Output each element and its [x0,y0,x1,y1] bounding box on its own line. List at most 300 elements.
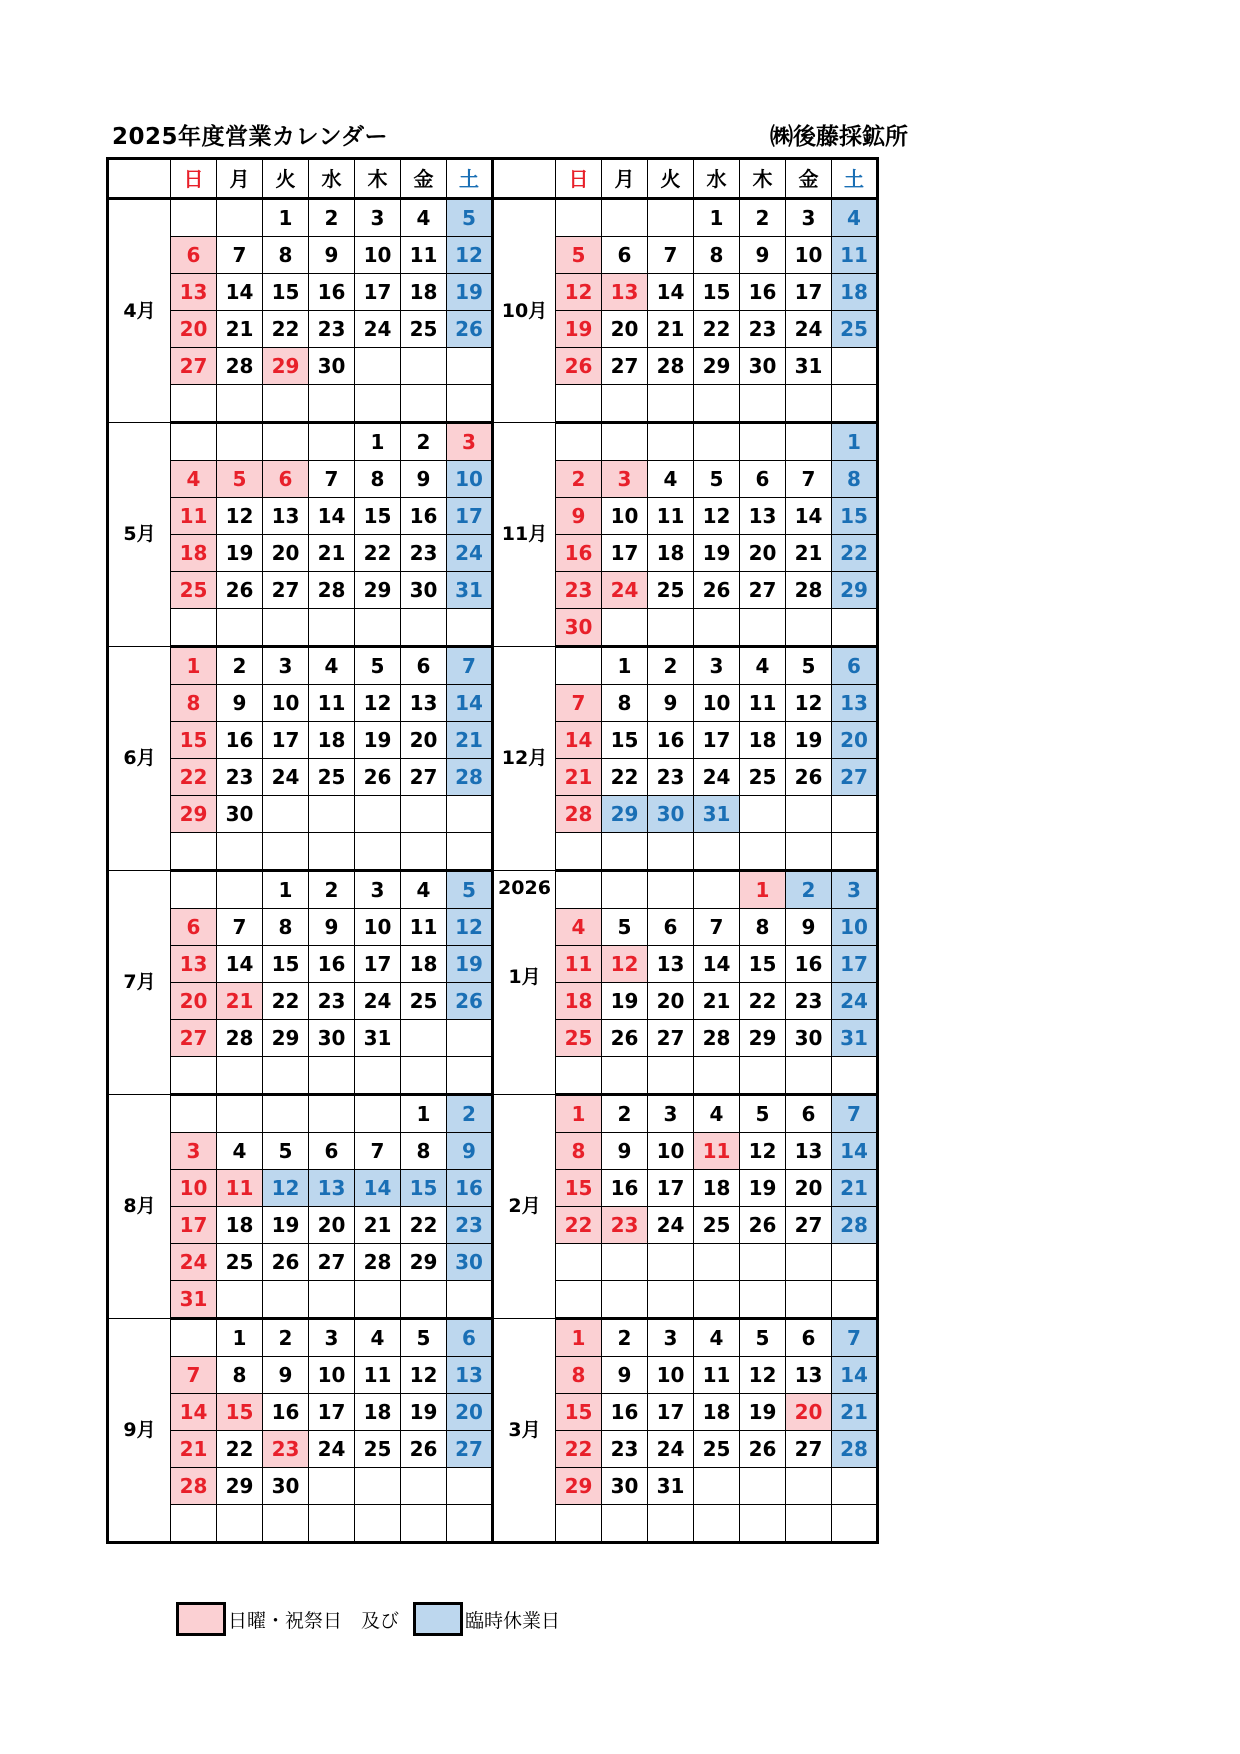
empty-day-cell [355,833,401,871]
day-cell: 31 [832,1020,878,1057]
weekday-header: 土 [832,159,878,199]
day-cell: 12 [217,498,263,535]
day-cell: 21 [694,983,740,1020]
empty-day-cell [740,423,786,461]
day-cell: 6 [740,461,786,498]
day-cell: 16 [556,535,602,572]
day-cell: 14 [832,1357,878,1394]
day-cell: 29 [263,1020,309,1057]
empty-day-cell [401,348,447,385]
day-cell: 4 [401,199,447,237]
day-cell: 6 [786,1319,832,1357]
empty-day-cell [263,1281,309,1319]
empty-day-cell [217,199,263,237]
empty-day-cell [694,385,740,423]
empty-day-cell [556,1057,602,1095]
day-cell: 3 [355,871,401,909]
empty-day-cell [171,385,217,423]
day-cell: 1 [263,871,309,909]
legend-closure-label: 臨時休業日 [465,1609,561,1632]
day-cell: 14 [556,722,602,759]
empty-day-cell [217,1057,263,1095]
empty-day-cell [602,199,648,237]
empty-day-cell [263,609,309,647]
day-cell: 13 [171,274,217,311]
day-cell: 14 [309,498,355,535]
day-cell: 12 [786,685,832,722]
day-cell: 11 [171,498,217,535]
month-name: 2月 [508,1195,541,1217]
day-cell: 2 [740,199,786,237]
day-cell: 19 [740,1394,786,1431]
day-cell: 11 [556,946,602,983]
day-cell: 1 [217,1319,263,1357]
day-cell: 7 [694,909,740,946]
day-cell: 26 [602,1020,648,1057]
empty-day-cell [602,385,648,423]
empty-day-cell [401,1468,447,1505]
month-name: 4月 [123,299,156,322]
weekday-header-row [108,159,878,199]
empty-day-cell [447,1468,493,1505]
empty-day-cell [694,1057,740,1095]
year-label: 2026 [498,877,551,899]
day-cell: 8 [556,1357,602,1394]
empty-day-cell [786,1505,832,1543]
day-cell: 8 [832,461,878,498]
day-cell: 3 [648,1095,694,1133]
day-cell: 4 [694,1095,740,1133]
day-cell: 28 [217,348,263,385]
day-cell: 5 [447,199,493,237]
day-cell: 10 [355,909,401,946]
day-cell: 6 [648,909,694,946]
day-cell: 10 [602,498,648,535]
day-cell: 20 [171,983,217,1020]
day-cell: 30 [401,572,447,609]
empty-day-cell [447,1057,493,1095]
empty-day-cell [355,348,401,385]
day-cell: 1 [355,423,401,461]
empty-day-cell [740,1244,786,1281]
empty-day-cell [309,609,355,647]
empty-day-cell [832,609,878,647]
day-cell: 12 [740,1133,786,1170]
weekday-header: 日 [556,159,602,199]
calendar-week-row [108,423,878,461]
empty-day-cell [401,1020,447,1057]
empty-day-cell [355,385,401,423]
day-cell: 24 [447,535,493,572]
day-cell: 10 [648,1133,694,1170]
day-cell: 7 [309,461,355,498]
day-cell: 29 [217,1468,263,1505]
day-cell: 25 [694,1431,740,1468]
day-cell: 25 [217,1244,263,1281]
empty-day-cell [786,796,832,833]
day-cell: 26 [740,1207,786,1244]
day-cell: 8 [401,1133,447,1170]
day-cell: 12 [694,498,740,535]
empty-day-cell [648,1057,694,1095]
day-cell: 18 [832,274,878,311]
day-cell: 25 [556,1020,602,1057]
day-cell: 21 [217,983,263,1020]
empty-day-cell [556,1505,602,1543]
day-cell: 28 [171,1468,217,1505]
month-name: 1月 [508,966,541,988]
day-cell: 4 [355,1319,401,1357]
month-header-blank [108,159,171,199]
empty-day-cell [602,871,648,909]
empty-day-cell [401,1281,447,1319]
day-cell: 27 [171,1020,217,1057]
empty-day-cell [447,348,493,385]
day-cell: 10 [171,1170,217,1207]
day-cell: 15 [263,946,309,983]
day-cell: 11 [217,1170,263,1207]
day-cell: 4 [556,909,602,946]
day-cell: 16 [263,1394,309,1431]
legend-holiday-label: 日曜・祝祭日 及び [228,1609,400,1632]
empty-day-cell [447,833,493,871]
day-cell: 16 [309,946,355,983]
empty-day-cell [556,871,602,909]
day-cell: 23 [309,311,355,348]
day-cell: 28 [786,572,832,609]
day-cell: 19 [447,274,493,311]
day-cell: 30 [309,348,355,385]
day-cell: 11 [355,1357,401,1394]
day-cell: 14 [832,1133,878,1170]
empty-day-cell [263,423,309,461]
day-cell: 8 [217,1357,263,1394]
day-cell: 7 [832,1319,878,1357]
empty-day-cell [401,1505,447,1543]
day-cell: 22 [832,535,878,572]
day-cell: 3 [355,199,401,237]
day-cell: 30 [217,796,263,833]
day-cell: 28 [832,1431,878,1468]
empty-day-cell [355,609,401,647]
day-cell: 19 [401,1394,447,1431]
day-cell: 25 [401,311,447,348]
day-cell: 18 [401,274,447,311]
day-cell: 2 [602,1319,648,1357]
day-cell: 8 [355,461,401,498]
day-cell: 3 [786,199,832,237]
empty-day-cell [832,1505,878,1543]
day-cell: 17 [648,1394,694,1431]
day-cell: 25 [832,311,878,348]
empty-day-cell [694,1281,740,1319]
day-cell: 20 [171,311,217,348]
weekday-header: 月 [217,159,263,199]
business-calendar-table [106,157,879,1544]
day-cell: 14 [648,274,694,311]
day-cell: 3 [648,1319,694,1357]
day-cell: 13 [447,1357,493,1394]
day-cell: 8 [602,685,648,722]
day-cell: 24 [355,983,401,1020]
day-cell: 5 [602,909,648,946]
day-cell: 3 [832,871,878,909]
empty-day-cell [309,833,355,871]
day-cell: 24 [263,759,309,796]
day-cell: 24 [648,1431,694,1468]
day-cell: 3 [694,647,740,685]
day-cell: 14 [355,1170,401,1207]
empty-day-cell [355,1505,401,1543]
day-cell: 23 [401,535,447,572]
day-cell: 20 [401,722,447,759]
day-cell: 6 [171,237,217,274]
day-cell: 6 [832,647,878,685]
empty-day-cell [786,1468,832,1505]
day-cell: 30 [447,1244,493,1281]
month-label [493,423,556,647]
empty-day-cell [786,609,832,647]
day-cell: 12 [401,1357,447,1394]
day-cell: 26 [694,572,740,609]
day-cell: 15 [401,1170,447,1207]
empty-day-cell [447,1281,493,1319]
empty-day-cell [556,199,602,237]
day-cell: 8 [740,909,786,946]
day-cell: 18 [740,722,786,759]
day-cell: 23 [263,1431,309,1468]
day-cell: 9 [309,237,355,274]
weekday-header: 水 [309,159,355,199]
empty-day-cell [740,1468,786,1505]
day-cell: 19 [217,535,263,572]
empty-day-cell [447,1505,493,1543]
day-cell: 15 [556,1394,602,1431]
empty-day-cell [447,609,493,647]
empty-day-cell [740,1281,786,1319]
day-cell: 20 [740,535,786,572]
day-cell: 17 [648,1170,694,1207]
day-cell: 1 [602,647,648,685]
empty-day-cell [648,199,694,237]
empty-day-cell [309,1281,355,1319]
day-cell: 12 [263,1170,309,1207]
day-cell: 24 [355,311,401,348]
day-cell: 31 [786,348,832,385]
day-cell: 15 [556,1170,602,1207]
weekday-header: 月 [602,159,648,199]
empty-day-cell [309,423,355,461]
day-cell: 26 [263,1244,309,1281]
day-cell: 25 [694,1207,740,1244]
day-cell: 20 [309,1207,355,1244]
day-cell: 9 [217,685,263,722]
day-cell: 28 [648,348,694,385]
empty-day-cell [556,1281,602,1319]
day-cell: 1 [694,199,740,237]
day-cell: 19 [447,946,493,983]
day-cell: 16 [648,722,694,759]
empty-day-cell [740,1505,786,1543]
empty-day-cell [263,1095,309,1133]
day-cell: 26 [447,983,493,1020]
empty-day-cell [648,833,694,871]
month-header-blank [493,159,556,199]
day-cell: 5 [447,871,493,909]
day-cell: 2 [602,1095,648,1133]
day-cell: 9 [447,1133,493,1170]
day-cell: 27 [602,348,648,385]
day-cell: 5 [355,647,401,685]
empty-day-cell [832,833,878,871]
day-cell: 4 [309,647,355,685]
empty-day-cell [217,385,263,423]
empty-day-cell [263,833,309,871]
empty-day-cell [832,1057,878,1095]
day-cell: 16 [786,946,832,983]
day-cell: 6 [171,909,217,946]
day-cell: 14 [217,946,263,983]
day-cell: 6 [401,647,447,685]
day-cell: 22 [740,983,786,1020]
empty-day-cell [263,1505,309,1543]
empty-day-cell [217,833,263,871]
day-cell: 9 [602,1357,648,1394]
day-cell: 27 [832,759,878,796]
empty-day-cell [355,796,401,833]
empty-day-cell [602,1505,648,1543]
month-label [493,647,556,871]
calendar-week-row [108,1319,878,1357]
day-cell: 14 [447,685,493,722]
day-cell: 2 [401,423,447,461]
day-cell: 10 [832,909,878,946]
day-cell: 8 [171,685,217,722]
day-cell: 1 [556,1095,602,1133]
empty-day-cell [355,1281,401,1319]
calendar-week-row [108,199,878,237]
day-cell: 14 [694,946,740,983]
empty-day-cell [556,833,602,871]
empty-day-cell [171,1057,217,1095]
day-cell: 13 [309,1170,355,1207]
day-cell: 13 [602,274,648,311]
day-cell: 13 [171,946,217,983]
day-cell: 1 [401,1095,447,1133]
empty-day-cell [401,796,447,833]
closure-swatch [413,1602,463,1636]
day-cell: 5 [694,461,740,498]
day-cell: 21 [447,722,493,759]
empty-day-cell [556,385,602,423]
day-cell: 4 [832,199,878,237]
empty-day-cell [171,833,217,871]
day-cell: 30 [309,1020,355,1057]
day-cell: 21 [786,535,832,572]
empty-day-cell [556,423,602,461]
day-cell: 29 [171,796,217,833]
day-cell: 9 [309,909,355,946]
day-cell: 25 [171,572,217,609]
day-cell: 8 [263,237,309,274]
day-cell: 2 [309,871,355,909]
day-cell: 20 [648,983,694,1020]
weekday-header: 火 [263,159,309,199]
empty-day-cell [648,1244,694,1281]
weekday-header: 土 [447,159,493,199]
day-cell: 9 [648,685,694,722]
day-cell: 9 [602,1133,648,1170]
day-cell: 25 [355,1431,401,1468]
day-cell: 29 [740,1020,786,1057]
day-cell: 2 [309,199,355,237]
month-name: 12月 [501,747,548,769]
empty-day-cell [832,796,878,833]
legend [176,1602,560,1636]
month-label [108,647,171,871]
empty-day-cell [602,1244,648,1281]
day-cell: 11 [309,685,355,722]
day-cell: 19 [786,722,832,759]
day-cell: 29 [694,348,740,385]
day-cell: 4 [694,1319,740,1357]
weekday-header: 金 [401,159,447,199]
empty-day-cell [309,385,355,423]
day-cell: 26 [401,1431,447,1468]
day-cell: 28 [447,759,493,796]
empty-day-cell [694,1468,740,1505]
empty-day-cell [832,385,878,423]
day-cell: 28 [309,572,355,609]
day-cell: 27 [648,1020,694,1057]
weekday-header: 水 [694,159,740,199]
day-cell: 14 [786,498,832,535]
month-label [493,199,556,423]
day-cell: 13 [786,1357,832,1394]
month-name: 8月 [123,1195,156,1217]
day-cell: 19 [602,983,648,1020]
empty-day-cell [832,348,878,385]
empty-day-cell [648,1281,694,1319]
day-cell: 15 [694,274,740,311]
day-cell: 30 [263,1468,309,1505]
day-cell: 23 [309,983,355,1020]
empty-day-cell [447,385,493,423]
day-cell: 13 [401,685,447,722]
empty-day-cell [263,1057,309,1095]
empty-day-cell [740,796,786,833]
day-cell: 30 [786,1020,832,1057]
day-cell: 27 [309,1244,355,1281]
month-name: 3月 [508,1418,541,1441]
month-label [108,871,171,1095]
day-cell: 3 [171,1133,217,1170]
day-cell: 18 [401,946,447,983]
day-cell: 24 [602,572,648,609]
calendar-title: 2025年度営業カレンダー [112,124,389,150]
day-cell: 9 [263,1357,309,1394]
empty-day-cell [832,1281,878,1319]
empty-day-cell [309,1468,355,1505]
day-cell: 31 [171,1281,217,1319]
empty-day-cell [694,1244,740,1281]
day-cell: 11 [401,237,447,274]
day-cell: 9 [786,909,832,946]
day-cell: 27 [786,1207,832,1244]
month-name: 9月 [123,1418,156,1441]
day-cell: 15 [832,498,878,535]
day-cell: 11 [648,498,694,535]
